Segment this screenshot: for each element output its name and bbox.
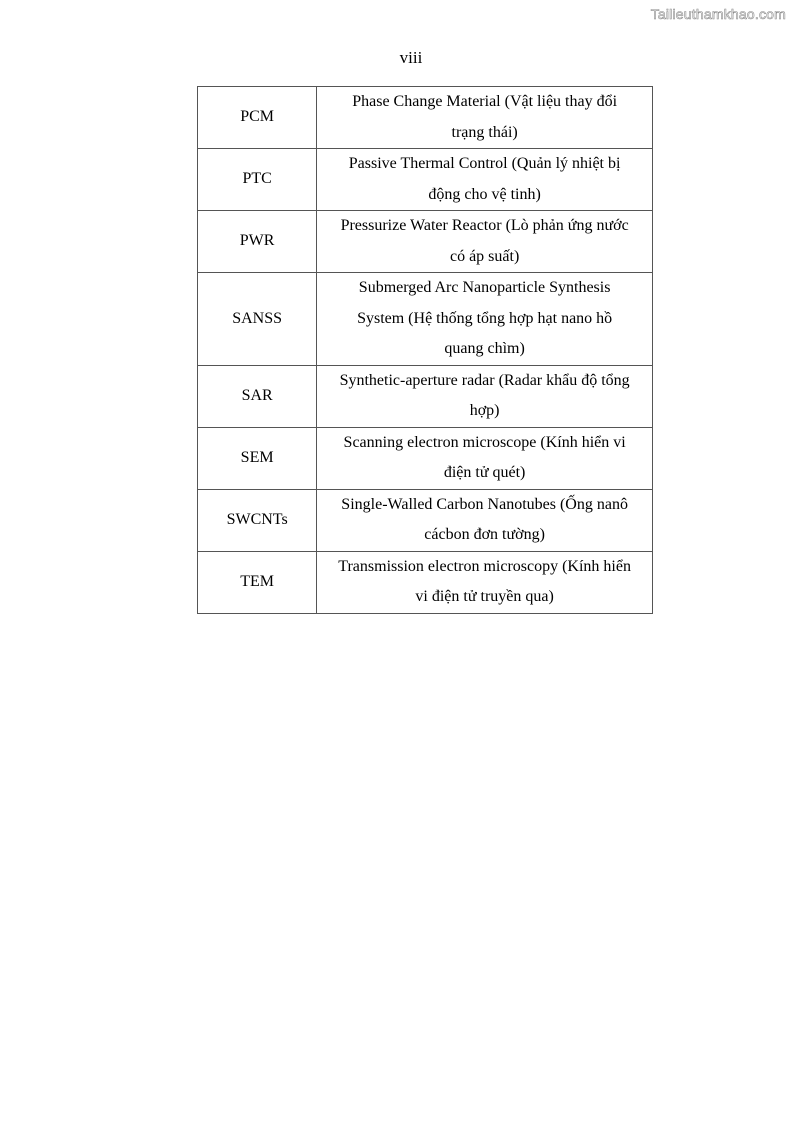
abbreviation-table xyxy=(197,86,653,614)
table-row xyxy=(198,149,653,211)
table-row xyxy=(198,551,653,613)
description-line: Single-Walled Carbon Nanotubes (Ống nanô xyxy=(341,495,628,513)
description-line: Phase Change Material (Vật liệu thay đổi xyxy=(352,93,618,110)
table-row xyxy=(198,365,653,427)
description-line: cácbon đơn tường) xyxy=(424,526,545,543)
description-cell xyxy=(317,273,653,366)
description-line: vi điện tử truyền qua) xyxy=(415,588,554,605)
description-cell xyxy=(317,365,653,427)
page-number: viii xyxy=(399,48,423,67)
watermark-text: Tailieuthamkhao.com xyxy=(650,6,786,22)
abbreviation-cell: SAR xyxy=(198,365,317,427)
description-line: động cho vệ tinh) xyxy=(428,185,541,203)
abbreviation-cell: PWR xyxy=(198,211,317,273)
table-row xyxy=(198,211,653,273)
description-cell xyxy=(317,489,653,551)
description-cell xyxy=(317,87,653,149)
description-line: quang chìm) xyxy=(444,340,525,357)
description-line: Scanning electron microscope (Kính hiển vi xyxy=(343,433,626,451)
description-line: trạng thái) xyxy=(451,123,518,141)
abbreviation-cell: PCM xyxy=(198,87,317,149)
description-cell xyxy=(317,149,653,211)
description-line: có áp suất) xyxy=(449,247,520,265)
description-line: hợp) xyxy=(469,402,500,419)
description-line: Pressurize Water Reactor (Lò phản ứng nước xyxy=(340,217,629,234)
abbreviation-cell: SWCNTs xyxy=(198,489,317,551)
table-row xyxy=(198,489,653,551)
description-line: Passive Thermal Control (Quản lý nhiệt bị xyxy=(348,155,621,172)
description-line: System (Hệ thống tổng hợp hạt nano hồ xyxy=(357,309,613,327)
description-cell xyxy=(317,211,653,273)
table-row xyxy=(198,427,653,489)
table-row xyxy=(198,87,653,149)
description-line: Synthetic-aperture radar (Radar khẩu độ tổng xyxy=(339,371,630,389)
abbreviation-cell: TEM xyxy=(198,551,317,613)
description-line: Transmission electron microscopy (Kính hiển xyxy=(338,557,631,575)
table-row xyxy=(198,273,653,366)
abbreviation-cell: PTC xyxy=(198,149,317,211)
abbreviation-cell: SANSS xyxy=(198,273,317,366)
description-line: Submerged Arc Nanoparticle Synthesis xyxy=(358,279,611,296)
abbreviation-cell: SEM xyxy=(198,427,317,489)
description-cell xyxy=(317,427,653,489)
description-cell xyxy=(317,551,653,613)
description-line: điện tử quét) xyxy=(443,464,526,481)
